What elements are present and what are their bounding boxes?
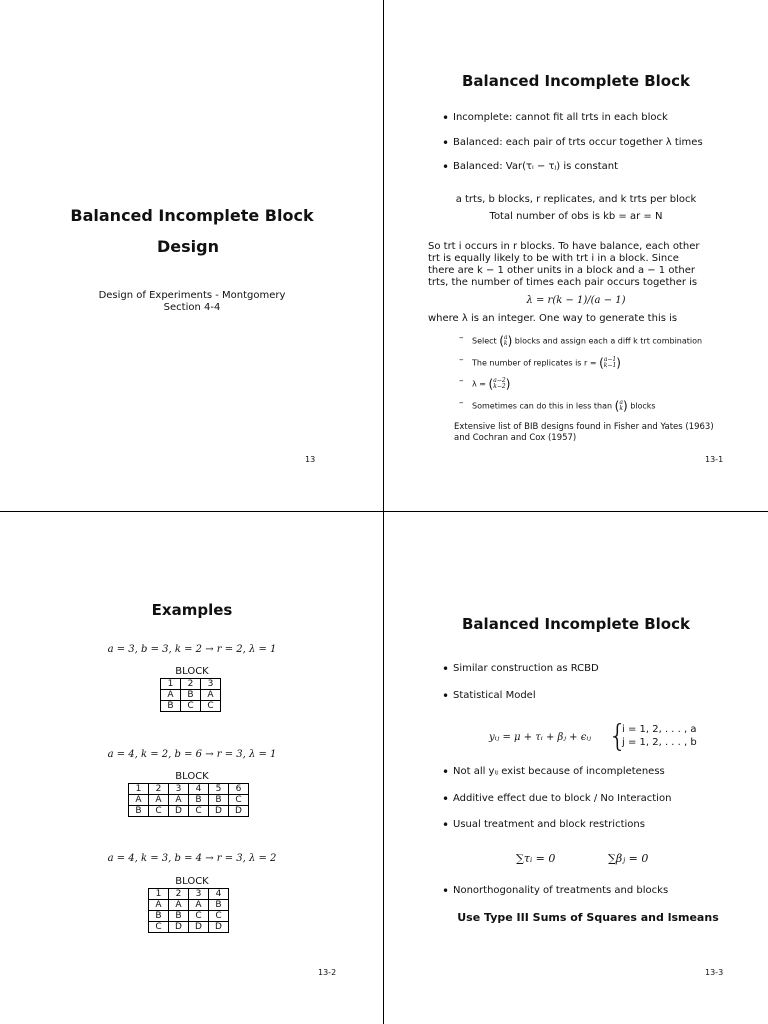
table-cell: B (149, 911, 169, 922)
table-row (161, 690, 221, 701)
dash-lambda: – λ = (a−2 k−2) (472, 377, 510, 391)
table-cell: 1 (129, 784, 149, 795)
table-row (149, 922, 229, 933)
para-line4: trts, the number of times each pair occurs together is (428, 277, 698, 288)
table-cell: C (189, 911, 209, 922)
table-cell: A (201, 690, 221, 701)
table-cell: A (169, 900, 189, 911)
table-cell: D (209, 806, 229, 817)
table-cell: D (169, 922, 189, 933)
bullet-similar-construction: • Similar construction as RCBD (453, 663, 599, 674)
model-equation: yᵢⱼ = μ + τᵢ + βⱼ + ϵᵢⱼ (489, 732, 591, 743)
example1-equation: a = 3, b = 3, k = 2 → r = 2, λ = 1 (107, 644, 277, 655)
slide-13-3 (384, 512, 768, 1024)
example3-block-label: BLOCK (175, 876, 209, 887)
table-cell: A (129, 795, 149, 806)
example2-equation: a = 4, k = 2, b = 6 → r = 3, λ = 1 (107, 749, 277, 760)
page-number: 13-3 (705, 968, 724, 977)
table-cell: 1 (161, 679, 181, 690)
table-cell: D (169, 806, 189, 817)
example2-block-label: BLOCK (175, 771, 209, 782)
slide-title-line1: Balanced Incomplete Block (70, 206, 314, 225)
table-cell: 2 (149, 784, 169, 795)
dash-sometimes-post: blocks (630, 401, 656, 411)
table-cell: D (189, 922, 209, 933)
lambda-equation: λ = r(k − 1)/(a − 1) (526, 295, 626, 306)
table-cell: C (149, 806, 169, 817)
table-cell: 3 (169, 784, 189, 795)
table-cell: A (149, 795, 169, 806)
table-cell: 3 (189, 889, 209, 900)
dash-replicates-pre: The number of replicates is r = (472, 358, 597, 368)
slide-13-2 (0, 512, 384, 1024)
table-cell: A (189, 900, 209, 911)
brace-icon: { (608, 719, 628, 754)
page-number: 13-1 (705, 455, 724, 464)
sum-tau-equation: ∑τᵢ = 0 (516, 852, 556, 865)
binom-bottom: k (503, 340, 508, 347)
table-cell: C (209, 911, 229, 922)
definition-line1: a trts, b blocks, r replicates, and k trts per block (455, 194, 697, 205)
table-cell: A (149, 900, 169, 911)
bullet-usual-restrictions: • Usual treatment and block restrictions (453, 819, 645, 830)
table-cell: C (189, 806, 209, 817)
binom-top: a−1 (603, 356, 617, 363)
table-cell: B (209, 795, 229, 806)
slide-title: Balanced Incomplete Block (462, 615, 690, 633)
table-header-row (161, 679, 221, 690)
subtitle-line1: Design of Experiments - Montgomery (98, 290, 286, 301)
note-line2: and Cochran and Cox (1957) (454, 433, 577, 443)
bullet-nonorthogonality: • Nonorthogonality of treatments and blocks (453, 885, 668, 896)
binom-top: a (503, 334, 508, 341)
para-line3: there are k − 1 other units in a block and a − 1 other (428, 265, 695, 276)
bullet-additive-effect: • Additive effect due to block / No Interaction (453, 793, 671, 804)
model-index-j: j = 1, 2, . . . , b (622, 737, 697, 748)
slide-title: Examples (151, 601, 233, 619)
table-cell: D (229, 806, 249, 817)
bullet-balanced-pairs: • Balanced: each pair of trts occur together λ times (453, 137, 703, 148)
note-line1: Extensive list of BIB designs found in Fisher and Yates (1963) (454, 422, 714, 432)
table-row (149, 911, 229, 922)
table-cell: 3 (201, 679, 221, 690)
table-cell: A (169, 795, 189, 806)
table-cell: 2 (169, 889, 189, 900)
slide-13-1 (384, 0, 768, 512)
table-cell: 4 (189, 784, 209, 795)
table-cell: 2 (181, 679, 201, 690)
dash-select: – Select (a k) blocks and assign each a diff k trt combination (472, 334, 702, 348)
table-cell: A (161, 690, 181, 701)
binom-bottom: k−2 (493, 383, 506, 390)
bullet-balanced-var: • Balanced: Var(τᵢ − τⱼ) is constant (453, 161, 618, 172)
subtitle-line2: Section 4-4 (163, 302, 221, 313)
table-row (161, 701, 221, 712)
sum-beta-equation: ∑βⱼ = 0 (608, 852, 649, 865)
para-line1: So trt i occurs in r blocks. To have balance, each other (428, 241, 700, 252)
model-index-i: i = 1, 2, . . . , a (622, 724, 697, 735)
dash-sometimes-pre: Sometimes can do this in less than (472, 401, 613, 411)
example1-block-label: BLOCK (175, 666, 209, 677)
binom-bottom: k−1 (603, 362, 617, 369)
dash-select-pre: Select (472, 336, 497, 346)
table-cell: B (209, 900, 229, 911)
para-line2: trt is equally likely to be with trt i in a block. Since (428, 253, 679, 264)
table-row (149, 900, 229, 911)
dash-sometimes: – Sometimes can do this in less than (a k) blocks (472, 399, 656, 413)
table-cell: C (201, 701, 221, 712)
table-row (129, 806, 249, 817)
table-cell: B (181, 690, 201, 701)
example3-table (148, 888, 229, 933)
example3-equation: a = 4, k = 3, b = 4 → r = 3, λ = 2 (107, 853, 277, 864)
dash-select-post: blocks and assign each a diff k trt combination (514, 336, 703, 346)
table-cell: B (169, 911, 189, 922)
definition-line2: Total number of obs is kb = ar = N (489, 211, 663, 222)
bullet-not-all-exist: • Not all yᵢⱼ exist because of incompleteness (453, 766, 665, 777)
slide-13 (0, 0, 384, 512)
table-cell: B (189, 795, 209, 806)
binom-top: a−2 (493, 377, 506, 384)
bullet-statistical-model: • Statistical Model (453, 690, 536, 701)
where-line: where λ is an integer. One way to generate this is (428, 313, 678, 324)
page-number: 13-2 (318, 968, 337, 977)
table-header-row (129, 784, 249, 795)
example2-table (128, 783, 249, 817)
table-cell: D (209, 922, 229, 933)
table-cell: C (181, 701, 201, 712)
binom-top: a (619, 399, 623, 406)
table-cell: 6 (229, 784, 249, 795)
page-number: 13 (305, 455, 316, 464)
emphasis-note: Use Type III Sums of Squares and lsmeans (457, 911, 719, 924)
table-cell: B (161, 701, 181, 712)
table-cell: C (149, 922, 169, 933)
table-cell: 5 (209, 784, 229, 795)
example1-table (160, 678, 221, 712)
table-header-row (149, 889, 229, 900)
table-cell: C (229, 795, 249, 806)
table-cell: B (129, 806, 149, 817)
table-cell: 1 (149, 889, 169, 900)
dash-replicates: – The number of replicates is r = (a−1 k−1) (472, 356, 621, 370)
slide-title-line2: Design (157, 237, 219, 256)
table-row (129, 795, 249, 806)
bullet-incomplete: • Incomplete: cannot fit all trts in each block (453, 112, 668, 123)
slide-title: Balanced Incomplete Block (462, 72, 690, 90)
binom-bottom: k (619, 405, 623, 412)
dash-lambda-pre: λ = (472, 379, 486, 389)
table-cell: 4 (209, 889, 229, 900)
